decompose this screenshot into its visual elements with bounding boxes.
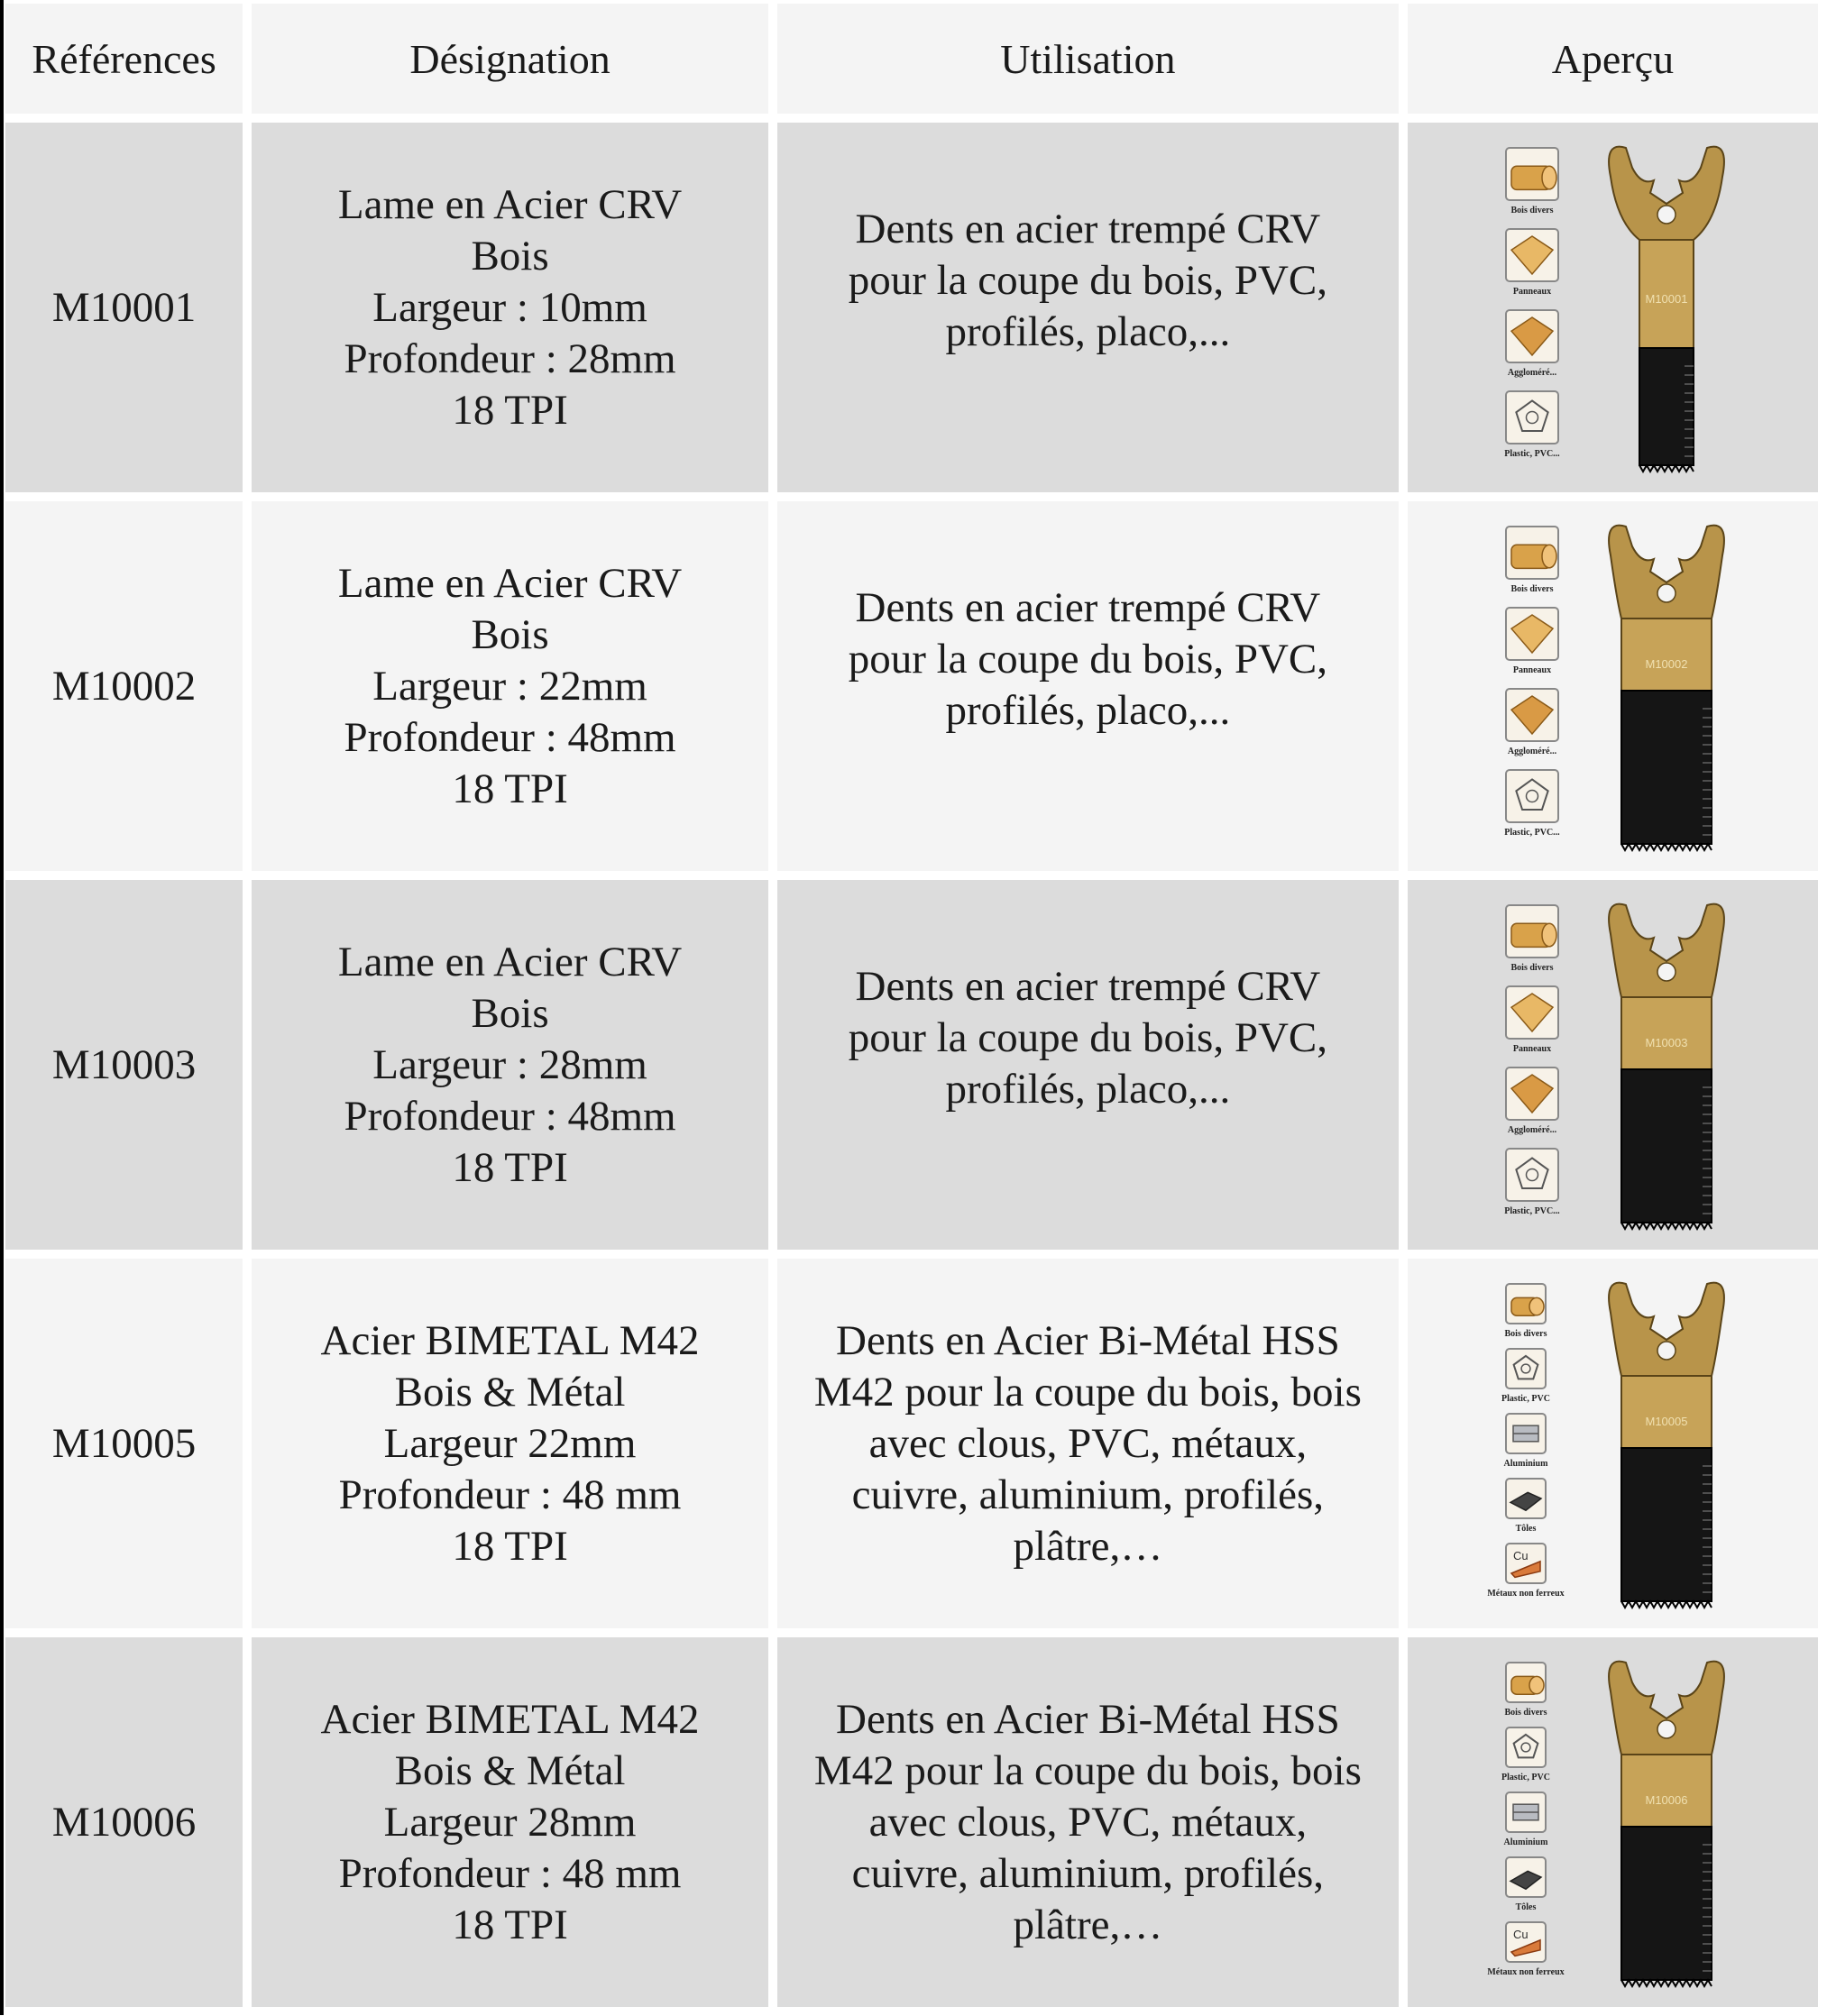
table-body bbox=[5, 123, 1818, 2007]
utilisation-line: profilés, placo,... bbox=[945, 1065, 1231, 1113]
designation-line: Profondeur : 28mm bbox=[344, 334, 676, 382]
utilisation-line: plâtre,… bbox=[1013, 1522, 1163, 1570]
table-row bbox=[5, 1259, 1818, 1628]
blade-teeth bbox=[1621, 844, 1712, 850]
utilisation-line: Dents en Acier Bi-Métal HSS bbox=[836, 1316, 1340, 1364]
blade-teeth bbox=[1621, 1601, 1712, 1608]
material-icon bbox=[1505, 1663, 1547, 1718]
material-icon bbox=[1505, 1284, 1547, 1339]
designation-line: Bois bbox=[471, 989, 549, 1037]
blade-body bbox=[1621, 1448, 1712, 1601]
material-icon bbox=[1506, 1857, 1546, 1912]
material-label: Panneaux bbox=[1513, 1044, 1552, 1054]
designation-line: Profondeur : 48mm bbox=[344, 1092, 676, 1140]
designation-line: Largeur : 28mm bbox=[372, 1040, 647, 1088]
utilisation-line: Dents en acier trempé CRV bbox=[855, 583, 1321, 631]
material-label: Tôles bbox=[1516, 1902, 1537, 1912]
blade-head bbox=[1609, 1662, 1724, 1755]
blade-reference-label: M10005 bbox=[1645, 1415, 1688, 1428]
blade-shank bbox=[1621, 619, 1712, 691]
table-row bbox=[5, 1637, 1818, 2007]
material-icon bbox=[1506, 1068, 1558, 1135]
material-label: Panneaux bbox=[1513, 665, 1552, 675]
table-row bbox=[5, 880, 1818, 1250]
material-icon bbox=[1504, 1414, 1549, 1469]
utilisation-line: avec clous, PVC, métaux, bbox=[868, 1419, 1308, 1467]
material-label: Aluminium bbox=[1503, 1459, 1548, 1469]
material-label: Aggloméré... bbox=[1508, 747, 1557, 756]
reference-cell: M10006 bbox=[5, 1637, 243, 2007]
utilisation-cell bbox=[777, 1637, 1399, 2007]
blade-preview bbox=[1487, 1655, 1730, 1989]
designation-line: 18 TPI bbox=[452, 1522, 568, 1570]
material-icon bbox=[1504, 1792, 1549, 1847]
material-label: Plastic, PVC bbox=[1501, 1773, 1551, 1782]
material-label: Plastic, PVC... bbox=[1504, 1206, 1561, 1216]
designation-line: 18 TPI bbox=[452, 386, 568, 434]
designation-line: Largeur : 22mm bbox=[372, 662, 647, 710]
designation-cell bbox=[252, 123, 768, 492]
utilisation-cell bbox=[777, 1259, 1399, 1628]
material-label: Plastic, PVC... bbox=[1504, 449, 1561, 459]
blade-preview bbox=[1495, 141, 1730, 474]
apercu-cell bbox=[1408, 1259, 1818, 1628]
blade-reference-label: M10001 bbox=[1645, 292, 1688, 306]
material-label: Panneaux bbox=[1513, 287, 1552, 297]
material-icon bbox=[1505, 770, 1561, 838]
material-icon bbox=[1506, 229, 1558, 297]
utilisation-line: profilés, placo,... bbox=[945, 686, 1231, 734]
designation-line: Lame en Acier CRV bbox=[337, 559, 683, 607]
designation-cell bbox=[252, 880, 768, 1250]
material-label: Bois divers bbox=[1510, 584, 1554, 594]
utilisation-line: cuivre, aluminium, profilés, bbox=[851, 1849, 1325, 1897]
material-label: Bois divers bbox=[1510, 206, 1554, 215]
svg-text:Cu: Cu bbox=[1513, 1928, 1529, 1941]
blade-shank bbox=[1621, 1755, 1712, 1827]
utilisation-line: pour la coupe du bois, PVC, bbox=[848, 635, 1328, 683]
material-label: Aggloméré... bbox=[1508, 1125, 1557, 1135]
blade-teeth bbox=[1621, 1223, 1712, 1229]
designation-line: Lame en Acier CRV bbox=[337, 938, 683, 985]
apercu-cell bbox=[1408, 1637, 1818, 2007]
utilisation-line: avec clous, PVC, métaux, bbox=[868, 1798, 1308, 1846]
designation-cell bbox=[252, 501, 768, 871]
reference-cell: M10002 bbox=[5, 501, 243, 871]
table-row bbox=[5, 501, 1818, 871]
blade-shank bbox=[1621, 997, 1712, 1069]
designation-line: 18 TPI bbox=[452, 765, 568, 812]
utilisation-line: Dents en Acier Bi-Métal HSS bbox=[836, 1695, 1340, 1743]
blade-preview bbox=[1487, 1277, 1730, 1610]
designation-line: Profondeur : 48mm bbox=[344, 713, 676, 761]
utilisation-cell bbox=[777, 501, 1399, 871]
designation-cell bbox=[252, 1259, 768, 1628]
blade-reference-label: M10006 bbox=[1645, 1793, 1688, 1807]
blade-body bbox=[1621, 691, 1712, 844]
material-icon bbox=[1501, 1349, 1550, 1404]
utilisation-line: pour la coupe du bois, PVC, bbox=[848, 256, 1328, 304]
material-icon bbox=[1506, 1479, 1546, 1534]
material-icon bbox=[1506, 689, 1558, 756]
utilisation-line: Dents en acier trempé CRV bbox=[855, 962, 1321, 1010]
utilisation-line: Dents en acier trempé CRV bbox=[855, 205, 1321, 252]
header-row bbox=[5, 4, 1818, 114]
designation-line: Bois bbox=[471, 232, 549, 279]
material-icon bbox=[1506, 986, 1558, 1054]
material-label: Bois divers bbox=[1504, 1329, 1547, 1339]
table-row bbox=[5, 123, 1818, 492]
designation-line: Bois & Métal bbox=[394, 1746, 626, 1794]
apercu-cell bbox=[1408, 880, 1818, 1250]
designation-line: Lame en Acier CRV bbox=[337, 180, 683, 228]
designation-line: Acier BIMETAL M42 bbox=[320, 1316, 700, 1364]
material-label: Métaux non ferreux bbox=[1487, 1589, 1565, 1599]
header-utilisation: Utilisation bbox=[777, 4, 1399, 114]
blade-preview bbox=[1495, 898, 1730, 1232]
blade-head bbox=[1609, 526, 1724, 619]
material-label: Plastic, PVC bbox=[1501, 1394, 1551, 1404]
utilisation-line: cuivre, aluminium, profilés, bbox=[851, 1471, 1325, 1518]
blade-teeth bbox=[1621, 1980, 1712, 1986]
material-icon bbox=[1506, 905, 1558, 973]
material-icon bbox=[1505, 391, 1561, 459]
header-references: Références bbox=[5, 4, 243, 114]
reference-cell: M10001 bbox=[5, 123, 243, 492]
designation-line: 18 TPI bbox=[452, 1143, 568, 1191]
svg-text:Cu: Cu bbox=[1513, 1549, 1529, 1562]
material-icon bbox=[1488, 1922, 1565, 1977]
designation-line: Acier BIMETAL M42 bbox=[320, 1695, 700, 1743]
apercu-cell bbox=[1408, 123, 1818, 492]
material-label: Bois divers bbox=[1504, 1708, 1547, 1718]
material-label: Aluminium bbox=[1503, 1837, 1548, 1847]
blade-body bbox=[1621, 1069, 1712, 1223]
blade-teeth bbox=[1639, 465, 1694, 472]
material-label: Bois divers bbox=[1510, 963, 1554, 973]
header-apercu: Aperçu bbox=[1408, 4, 1818, 114]
utilisation-cell bbox=[777, 123, 1399, 492]
blade-body bbox=[1621, 1827, 1712, 1980]
blade-reference-label: M10003 bbox=[1645, 1036, 1688, 1049]
blade-head bbox=[1609, 904, 1724, 997]
material-label: Métaux non ferreux bbox=[1487, 1967, 1565, 1977]
designation-line: Largeur 28mm bbox=[383, 1798, 637, 1846]
blade-head bbox=[1609, 1283, 1724, 1376]
designation-line: Profondeur : 48 mm bbox=[338, 1849, 682, 1897]
designation-cell bbox=[252, 1637, 768, 2007]
blade-head bbox=[1609, 147, 1724, 240]
material-icon bbox=[1501, 1727, 1550, 1782]
blade-reference-label: M10002 bbox=[1645, 657, 1688, 671]
material-label: Tôles bbox=[1516, 1524, 1537, 1534]
utilisation-line: profilés, placo,... bbox=[945, 307, 1231, 355]
designation-line: Bois bbox=[471, 610, 549, 658]
designation-line: Largeur : 10mm bbox=[372, 283, 647, 331]
material-icon bbox=[1506, 148, 1558, 215]
reference-cell: M10003 bbox=[5, 880, 243, 1250]
header-designation: Désignation bbox=[252, 4, 768, 114]
designation-line: 18 TPI bbox=[452, 1901, 568, 1948]
utilisation-line: M42 pour la coupe du bois, bois bbox=[813, 1746, 1362, 1794]
material-icon bbox=[1506, 310, 1558, 378]
material-icon bbox=[1506, 527, 1558, 594]
material-label: Aggloméré... bbox=[1508, 368, 1557, 378]
reference-cell: M10005 bbox=[5, 1259, 243, 1628]
utilisation-line: pour la coupe du bois, PVC, bbox=[848, 1013, 1328, 1061]
designation-line: Bois & Métal bbox=[394, 1368, 626, 1416]
material-icon bbox=[1505, 1149, 1561, 1216]
designation-line: Profondeur : 48 mm bbox=[338, 1471, 682, 1518]
designation-line: Largeur 22mm bbox=[383, 1419, 637, 1467]
material-icon bbox=[1506, 608, 1558, 675]
apercu-cell bbox=[1408, 501, 1818, 871]
utilisation-cell bbox=[777, 880, 1399, 1250]
utilisation-line: plâtre,… bbox=[1013, 1901, 1163, 1948]
blade-shank bbox=[1621, 1376, 1712, 1448]
material-icon bbox=[1488, 1544, 1565, 1599]
blade-preview bbox=[1495, 519, 1730, 853]
material-label: Plastic, PVC... bbox=[1504, 828, 1561, 838]
utilisation-line: M42 pour la coupe du bois, bois bbox=[813, 1368, 1362, 1416]
